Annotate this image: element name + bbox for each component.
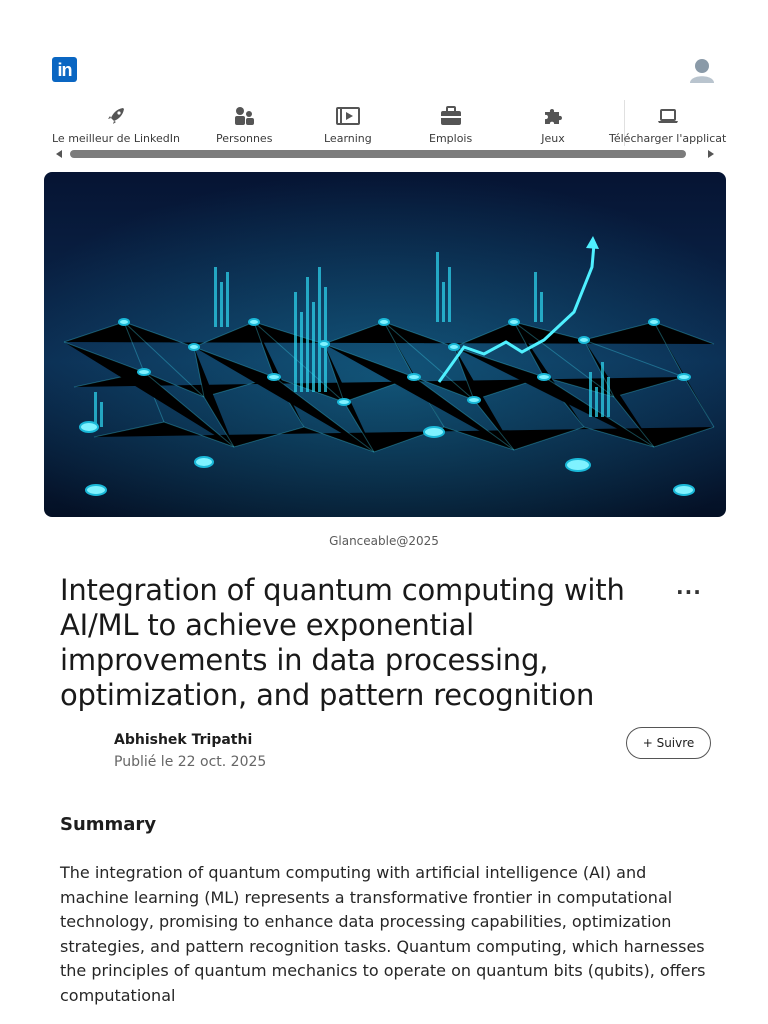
- scroll-right-icon[interactable]: [708, 150, 714, 158]
- top-nav: [44, 100, 727, 150]
- publish-date: Publié le 22 oct. 2025: [114, 754, 267, 770]
- nav-item-people[interactable]: [216, 100, 272, 148]
- linkedin-logo[interactable]: in: [52, 57, 77, 82]
- nav-item-label: Emplois: [429, 132, 473, 145]
- nav-item-label: Personnes: [216, 132, 273, 145]
- image-caption: Glanceable@2025: [329, 534, 439, 548]
- nav-item-jobs[interactable]: [429, 100, 472, 148]
- puzzle-icon: [541, 104, 565, 128]
- article-body-text: The integration of quantum computing with artificial intelligence (AI) and machine learning (ML) represents a transformative frontier in computational technology, promising to enhance data processing capabilities, optimization strategies, and pattern recognition tasks. Quantum computing, which harnesses the principles of quantum mechanics to operate on quantum bits (qubits), offers computational: [60, 863, 706, 1005]
- nav-item-label: Jeux: [541, 132, 565, 145]
- nav-item-label: Télécharger l'applicat: [609, 132, 727, 145]
- laptop-icon: [656, 104, 680, 128]
- nav-item-label: Learning: [324, 132, 372, 145]
- scroll-left-icon[interactable]: [56, 150, 62, 158]
- follow-button[interactable]: + Suivre: [626, 727, 711, 759]
- author-name[interactable]: Abhishek Tripathi: [114, 732, 253, 748]
- article-title: Integration of quantum computing with AI/ML to achieve exponential improvements in data processing, optimization, and pattern recognition: [60, 573, 625, 712]
- nav-item-best-of-linkedin[interactable]: [52, 100, 180, 148]
- summary-heading: Summary: [60, 814, 157, 835]
- more-options-icon[interactable]: ···: [676, 580, 702, 604]
- horizontal-scrollbar[interactable]: [54, 147, 718, 161]
- nav-item-download-app[interactable]: [609, 100, 726, 148]
- briefcase-icon: [439, 104, 463, 128]
- nav-item-label: Le meilleur de LinkedIn: [52, 132, 180, 145]
- play-video-icon: [336, 104, 360, 128]
- avatar[interactable]: [688, 57, 716, 83]
- nav-item-games[interactable]: [541, 100, 565, 148]
- people-icon: [232, 104, 256, 128]
- article-cover-image: [44, 172, 726, 517]
- rocket-icon: [104, 104, 128, 128]
- nav-item-learning[interactable]: [324, 100, 372, 148]
- scrollbar-thumb[interactable]: [70, 150, 686, 158]
